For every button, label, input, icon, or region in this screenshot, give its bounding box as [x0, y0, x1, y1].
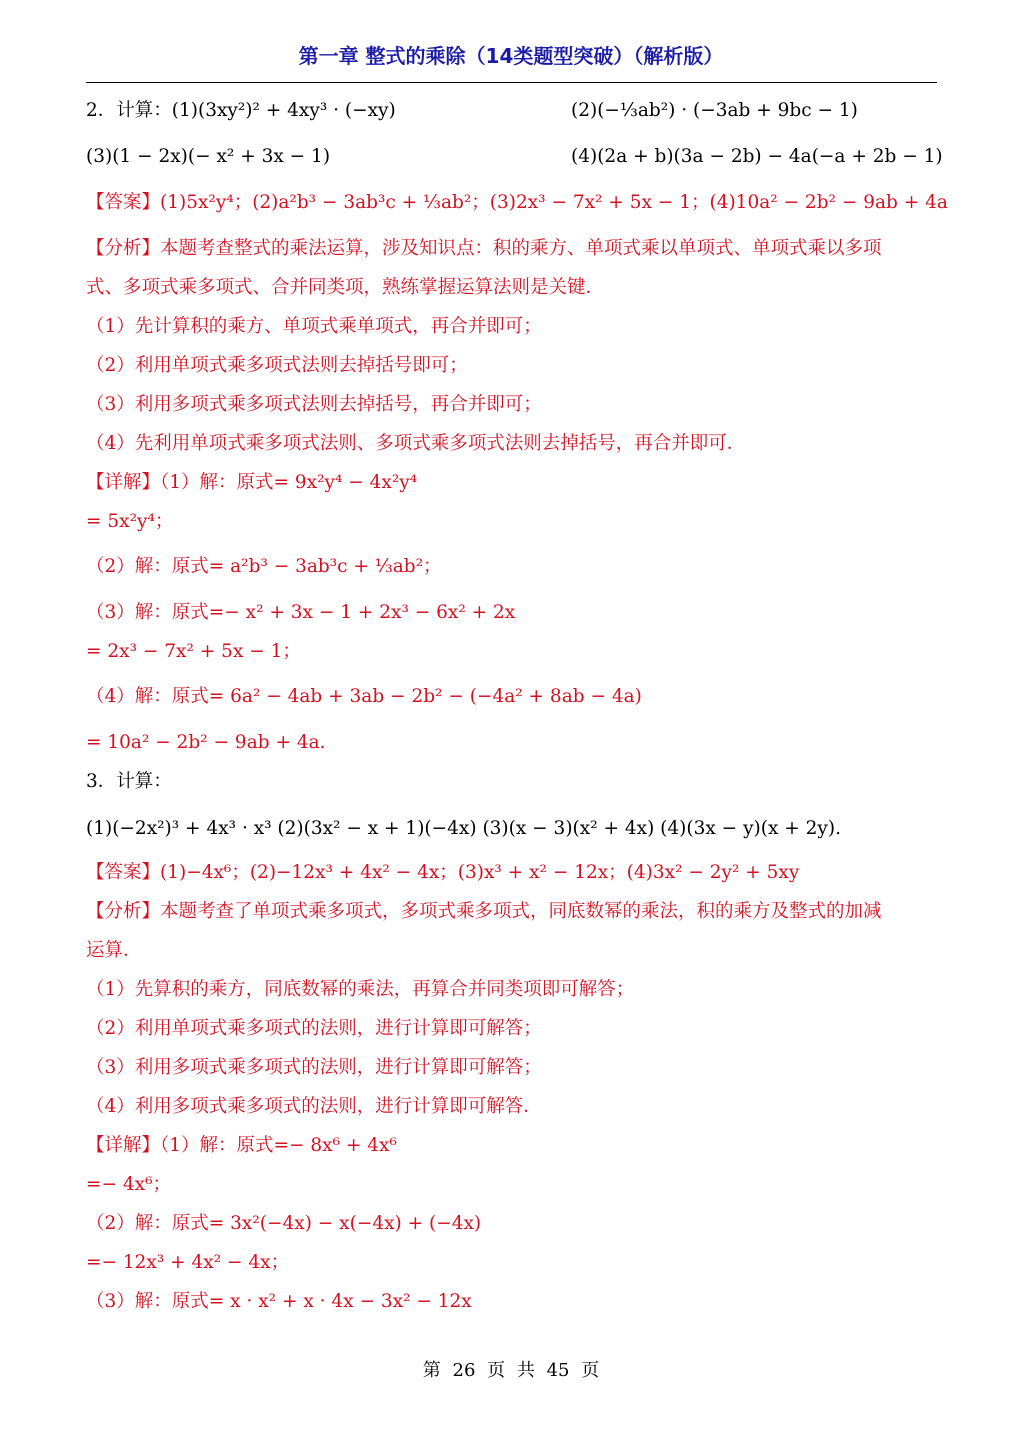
q3-detail-1: 【详解】（1）解：原式=− 8x⁶ + 4x⁶ — [86, 1135, 397, 1156]
q2-analysis-line2: 式、多项式乘多项式、合并同类项，熟练掌握运算法则是关键． — [86, 277, 605, 298]
q3-detail-5: （3）解：原式= x · x² + x · 4x − 3x² − 12x — [86, 1291, 472, 1312]
q3-detail-4: =− 12x³ + 4x² − 4x； — [86, 1252, 290, 1273]
q2-problems-row1 — [86, 98, 946, 124]
q3-analysis-line2: 运算． — [86, 940, 142, 961]
page-footer-number: 第 26 页 共 45 页 — [422, 1360, 600, 1381]
q2-detail-3: （2）解：原式= a²b³ − 3ab³c + ⅓ab²； — [86, 556, 442, 577]
q3-analysis-step4: （4）利用多项式乘多项式的法则，进行计算即可解答． — [86, 1096, 542, 1117]
q2-detail-1: 【详解】（1）解：原式= 9x²y⁴ − 4x²y⁴ — [86, 472, 418, 493]
q2-analysis-line1: 【分析】本题考查整式的乘法运算，涉及知识点：积的乘方、单项式乘以单项式、单项式乘以多项 — [86, 238, 882, 259]
q2-detail-4: （3）解：原式=− x² + 3x − 1 + 2x³ − 6x² + 2x — [86, 602, 516, 623]
q3-analysis-step2: （2）利用单项式乘多项式的法则，进行计算即可解答； — [86, 1018, 542, 1039]
q2-analysis-step1: （1）先计算积的乘方、单项式乘单项式，再合并即可； — [86, 316, 542, 337]
q2-detail-2: = 5x²y⁴； — [86, 511, 174, 532]
q2-problem-2: (2)(−⅓ab²) · (−3ab + 9bc − 1) — [571, 100, 858, 121]
q3-answer: 【答案】(1)−4x⁶；(2)−12x³ + 4x² − 4x；(3)x³ + x² − 12x；(4)3x² − 2y² + 5xy — [86, 862, 800, 883]
q3-analysis-line1: 【分析】本题考查了单项式乘多项式，多项式乘多项式，同底数幂的乘法，积的乘方及整式的加减 — [86, 901, 882, 922]
q2-problem-1: 2．计算：(1)(3xy²)² + 4xy³ · (−xy) — [86, 100, 396, 121]
q3-problems: (1)(−2x²)³ + 4x³ · x³ (2)(3x² − x + 1)(−4x) (3)(x − 3)(x² + 4x) (4)(3x − y)(x + 2y). — [86, 818, 841, 839]
q2-analysis-step4: （4）先利用单项式乘多项式法则、多项式乘多项式法则去掉括号，再合并即可． — [86, 433, 746, 454]
q2-analysis-step3: （3）利用多项式乘多项式法则去掉括号，再合并即可； — [86, 394, 542, 415]
q3-detail-3: （2）解：原式= 3x²(−4x) − x(−4x) + (−4x) — [86, 1213, 482, 1234]
page-header-title: 第一章 整式的乘除（14类题型突破）（解析版） — [298, 44, 724, 68]
q2-problems-row2 — [86, 144, 946, 170]
q3-analysis-step3: （3）利用多项式乘多项式的法则，进行计算即可解答； — [86, 1057, 542, 1078]
q3-detail-2: =− 4x⁶； — [86, 1174, 172, 1195]
q3-analysis-step1: （1）先算积的乘方，同底数幂的乘法，再算合并同类项即可解答； — [86, 979, 635, 1000]
q2-answer: 【答案】(1)5x²y⁴；(2)a²b³ − 3ab³c + ⅓ab²；(3)2x³ − 7x² + 5x − 1；(4)10a² − 2b² − 9ab + 4a — [86, 192, 948, 213]
q2-problem-4: (4)(2a + b)(3a − 2b) − 4a(−a + 2b − 1) — [571, 146, 943, 167]
q2-problem-3: (3)(1 − 2x)(− x² + 3x − 1) — [86, 146, 331, 167]
q2-detail-7: = 10a² − 2b² − 9ab + 4a. — [86, 732, 326, 753]
q3-title: 3．计算： — [86, 771, 172, 792]
q2-detail-5: = 2x³ − 7x² + 5x − 1； — [86, 641, 301, 662]
q2-detail-6: （4）解：原式= 6a² − 4ab + 3ab − 2b² − (−4a² + 8ab − 4a) — [86, 686, 642, 707]
header-divider — [86, 82, 937, 83]
q2-analysis-step2: （2）利用单项式乘多项式法则去掉括号即可； — [86, 355, 468, 376]
